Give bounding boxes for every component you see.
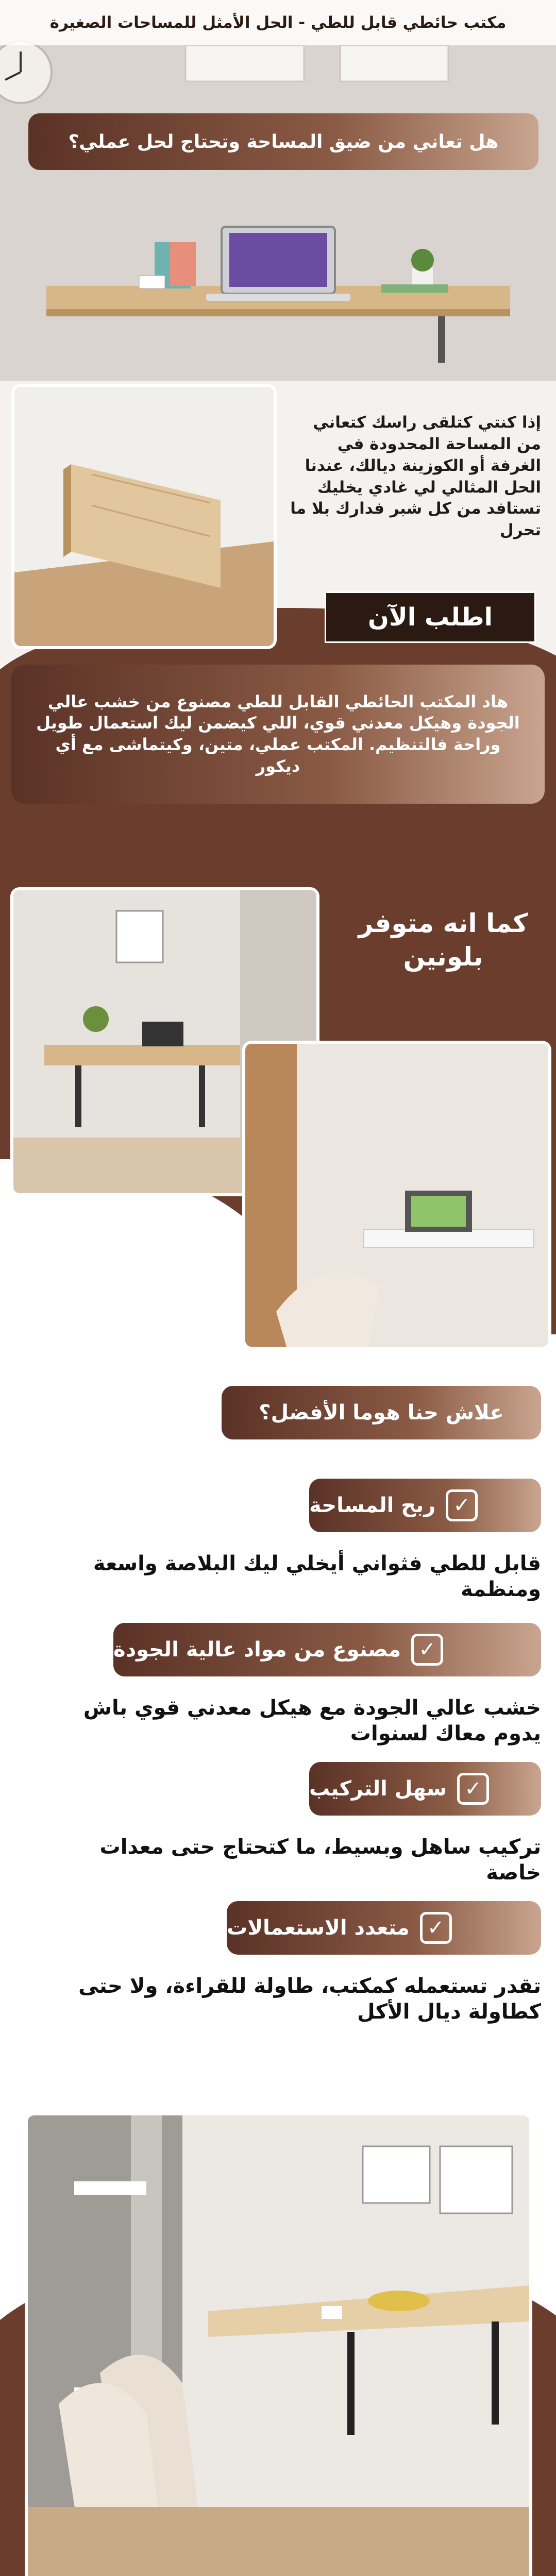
colors-section — [0, 871, 556, 1386]
available-colors-text: كما انه متوفر بلونين — [358, 908, 528, 972]
folded-desk-illustration — [14, 387, 274, 646]
hero-section — [0, 0, 556, 871]
dining-desk-illustration — [28, 2115, 529, 2576]
gallery-section — [0, 2112, 556, 2576]
white-desk-illustration — [245, 1044, 548, 1347]
order-now-button[interactable]: اطلب الآن — [325, 591, 536, 643]
feature-text-space: قابل للطي فثواني أيخلي ليك البلاصة واسعة ومنظمة — [93, 1552, 541, 1601]
check-icon: ✓ — [411, 1634, 443, 1666]
feature-pill-space — [309, 1479, 541, 1532]
problem-question-banner: هل تعاني من ضيق المساحة وتحتاج لحل عملي؟ — [28, 113, 538, 170]
feature-text-quality: خشب عالي الجودة مع هيكل معدني قوي باش يدوم معاك لسنوات — [83, 1696, 541, 1745]
why-us-title: علاش حنا هوما الأفضل؟ — [222, 1386, 541, 1439]
feature-title: مصنوع من مواد عالية الجودة — [113, 1638, 401, 1662]
feature-title: متعدد الاستعمالات — [227, 1916, 410, 1940]
feature-title: سهل التركيب — [309, 1777, 447, 1801]
feature-pill-install — [309, 1762, 541, 1816]
page-title: مكتب حائطي قابل للطي - الحل الأمثل للمساحات الصغيرة — [0, 0, 556, 45]
feature-pill-multiuse — [227, 1901, 541, 1955]
feature-title: ربح المساحة — [309, 1494, 436, 1517]
feature-text-install: تركيب ساهل وبسيط، ما كتحتاج حتى معدات خاصة — [99, 1835, 541, 1885]
feature-text-multiuse: تقدر تستعمله كمكتب، طاولة للقراءة، ولا حتى كطاولة ديال الأكل — [78, 1974, 541, 2024]
white-variant-photo — [242, 1041, 551, 1350]
intro-text: إذا كنتي كتلقى راسك كتعاني من المساحة المحدودة في الغرفة أو الكوزينة ديالك، عندنا الحل المثالي لي غادي يخليك تستافد من كل شبر فدارك بلا ما تحرل — [290, 413, 541, 540]
desk-illustration — [0, 0, 556, 392]
check-icon: ✓ — [446, 1489, 478, 1521]
desk-photo — [0, 0, 556, 392]
check-icon: ✓ — [420, 1912, 452, 1944]
check-icon: ✓ — [457, 1773, 489, 1805]
product-description: هاد المكتب الحائطي القابل للطي مصنوع من خشب عالي الجودة وهيكل معدني قوي، اللي كيضمن ليك استعمال طويل وراحة فالتنظيم. المكتب عملي، متين، وكيتماشى مع أي ديكور — [11, 665, 545, 804]
folded-desk-photo — [11, 384, 277, 649]
dining-desk-photo — [25, 2112, 532, 2576]
feature-pill-quality — [113, 1623, 541, 1676]
